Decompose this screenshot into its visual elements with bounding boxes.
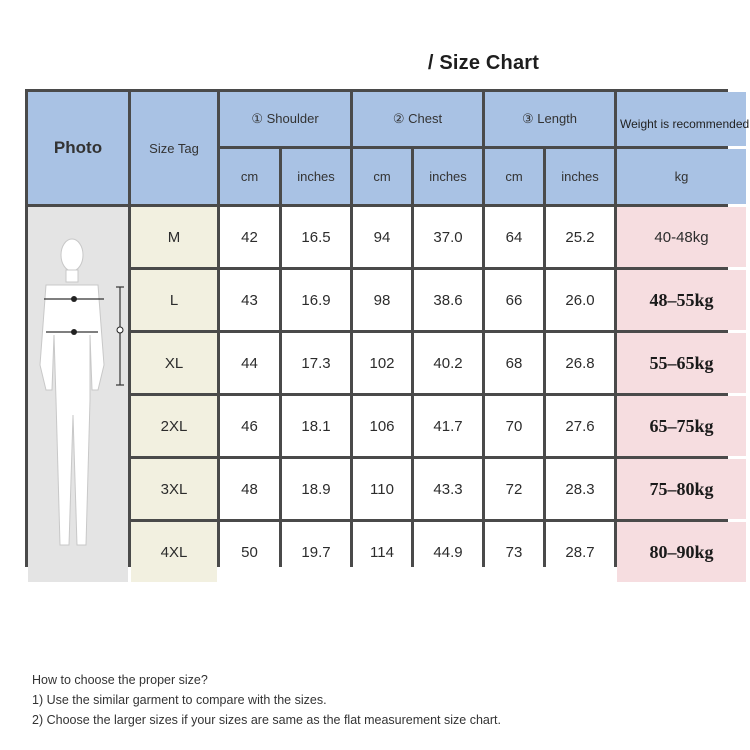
chest-cm-cell: 110 xyxy=(353,459,411,519)
shoulder-inches-cell: 16.9 xyxy=(282,270,350,330)
size-tag-cell: XL xyxy=(131,333,217,393)
weight-header-label: Weight is recommended xyxy=(620,117,750,131)
length-header: ③ Length xyxy=(485,92,614,146)
shoulder-cm-cell: 43 xyxy=(220,270,279,330)
chest-inches-cell: 40.2 xyxy=(414,333,482,393)
notes-heading: How to choose the proper size? xyxy=(32,673,208,687)
length-cm-cell: 72 xyxy=(485,459,543,519)
chest-inches-cell: 44.9 xyxy=(414,522,482,582)
length-inches-cell: 28.7 xyxy=(546,522,614,582)
shoulder-inches-cell: 18.1 xyxy=(282,396,350,456)
size-tag-cell: 3XL xyxy=(131,459,217,519)
shoulder-header: ① Shoulder xyxy=(220,92,350,146)
size-tag-cell: 2XL xyxy=(131,396,217,456)
chest-cm-cell: 102 xyxy=(353,333,411,393)
shoulder-inches-cell: 17.3 xyxy=(282,333,350,393)
size-tag-cell: L xyxy=(131,270,217,330)
chest-inches-cell: 37.0 xyxy=(414,207,482,267)
length-inches-cell: 25.2 xyxy=(546,207,614,267)
notes-item-2: 2) Choose the larger sizes if your sizes are same as the flat measurement size chart. xyxy=(32,713,501,727)
length-inches-cell: 27.6 xyxy=(546,396,614,456)
weight-cell: 48–55kg xyxy=(617,270,746,330)
chest-inches-cell: 43.3 xyxy=(414,459,482,519)
shoulder-inches-cell: 16.5 xyxy=(282,207,350,267)
shoulder-cm-cell: 44 xyxy=(220,333,279,393)
chest-inches-cell: 38.6 xyxy=(414,270,482,330)
chest-cm-header: cm xyxy=(353,149,411,204)
length-cm-cell: 73 xyxy=(485,522,543,582)
shoulder-cm-cell: 50 xyxy=(220,522,279,582)
shoulder-cm-cell: 46 xyxy=(220,396,279,456)
weight-cell: 80–90kg xyxy=(617,522,746,582)
weight-cell: 55–65kg xyxy=(617,333,746,393)
length-inches-cell: 28.3 xyxy=(546,459,614,519)
length-cm-cell: 66 xyxy=(485,270,543,330)
size-chart-table xyxy=(25,89,750,567)
size-guide-notes xyxy=(32,670,501,730)
chest-inches-header: inches xyxy=(414,149,482,204)
length-inches-header: inches xyxy=(546,149,614,204)
model-photo xyxy=(28,207,128,582)
weight-cell: 65–75kg xyxy=(617,396,746,456)
size-tag-cell: M xyxy=(131,207,217,267)
page-title: / Size Chart xyxy=(427,52,540,74)
weight-header xyxy=(617,92,750,146)
length-cm-cell: 70 xyxy=(485,396,543,456)
weight-cell: 75–80kg xyxy=(617,459,746,519)
chest-cm-cell: 106 xyxy=(353,396,411,456)
weight-cell: 40-48kg xyxy=(617,207,746,267)
length-inches-cell: 26.8 xyxy=(546,333,614,393)
shoulder-cm-cell: 48 xyxy=(220,459,279,519)
shoulder-cm-header: cm xyxy=(220,149,279,204)
shoulder-inches-header: inches xyxy=(282,149,350,204)
shoulder-inches-cell: 18.9 xyxy=(282,459,350,519)
body-silhouette-icon xyxy=(28,215,128,575)
chest-cm-cell: 94 xyxy=(353,207,411,267)
length-cm-header: cm xyxy=(485,149,543,204)
shoulder-inches-cell: 19.7 xyxy=(282,522,350,582)
length-inches-cell: 26.0 xyxy=(546,270,614,330)
kg-header: kg xyxy=(617,149,746,204)
chest-cm-cell: 98 xyxy=(353,270,411,330)
notes-item-1: 1) Use the similar garment to compare with the sizes. xyxy=(32,693,327,707)
size-tag-cell: 4XL xyxy=(131,522,217,582)
shoulder-cm-cell: 42 xyxy=(220,207,279,267)
length-cm-cell: 68 xyxy=(485,333,543,393)
chest-header: ② Chest xyxy=(353,92,482,146)
length-cm-cell: 64 xyxy=(485,207,543,267)
chest-inches-cell: 41.7 xyxy=(414,396,482,456)
photo-header: Photo xyxy=(28,92,128,204)
chest-cm-cell: 114 xyxy=(353,522,411,582)
size-tag-header: Size Tag xyxy=(131,92,217,204)
